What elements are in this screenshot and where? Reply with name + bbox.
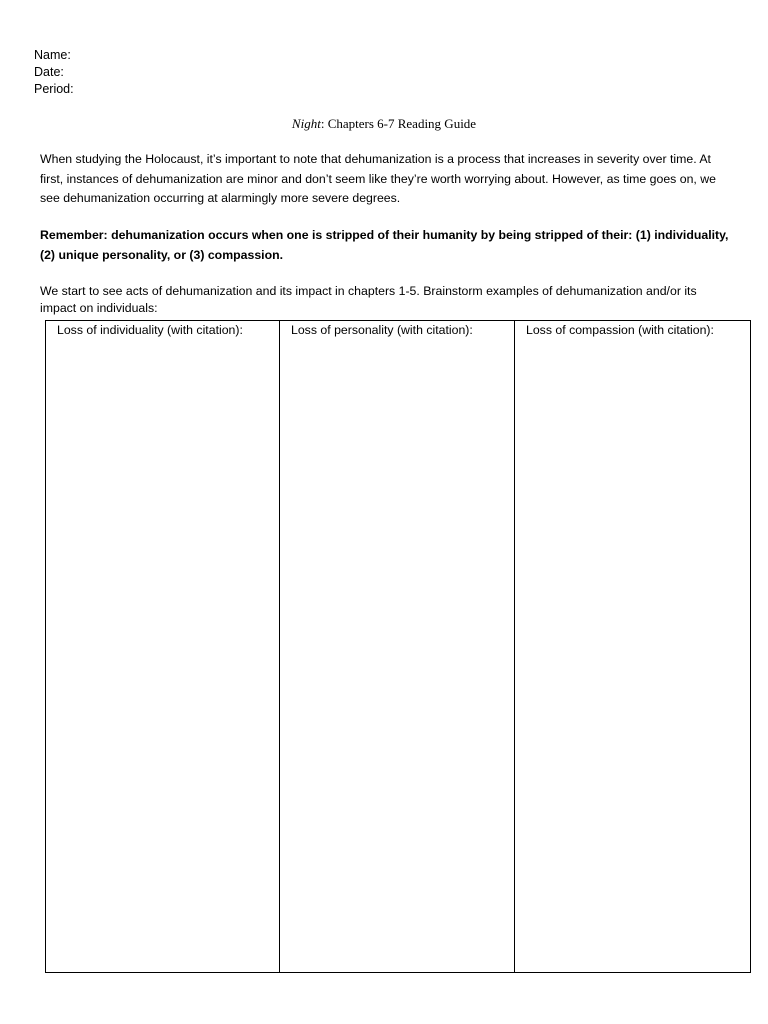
- compassion-answer-cell[interactable]: [515, 339, 751, 973]
- table-row: [46, 339, 751, 973]
- personality-answer-cell[interactable]: [280, 339, 515, 973]
- remember-paragraph: Remember: dehumanization occurs when one is stripped of their humanity by being stripped of their: (1) individuality, (2) unique personality, or (3) compassion.: [40, 228, 729, 262]
- intro-paragraph: When studying the Holocaust, it’s important to note that dehumanization is a process that increases in severity over time. At first, instances of dehumanization are minor and don’t seem like they’re worth worrying about. However, as time goes on, we see dehumanization occurring at alarmingly more severe degrees.: [40, 152, 716, 205]
- name-label: Name:: [34, 48, 71, 62]
- date-label: Date:: [34, 65, 64, 79]
- table-header-row: [46, 321, 751, 340]
- student-info-block: [34, 47, 74, 98]
- brainstorm-table: [45, 320, 751, 973]
- individuality-answer-cell[interactable]: [46, 339, 280, 973]
- period-label: Period:: [34, 82, 74, 96]
- title-subtitle: : Chapters 6-7 Reading Guide: [320, 116, 477, 131]
- column-header-personality: Loss of personality (with citation):: [280, 321, 515, 340]
- book-title: Night: [291, 116, 321, 131]
- column-header-compassion: Loss of compassion (with citation):: [515, 321, 751, 340]
- page-title: [0, 115, 768, 133]
- column-header-individuality: Loss of individuality (with citation):: [46, 321, 280, 340]
- instructions-paragraph: We start to see acts of dehumanization and its impact in chapters 1-5. Brainstorm examples of dehumanization and/or its impact on individuals:: [40, 284, 697, 315]
